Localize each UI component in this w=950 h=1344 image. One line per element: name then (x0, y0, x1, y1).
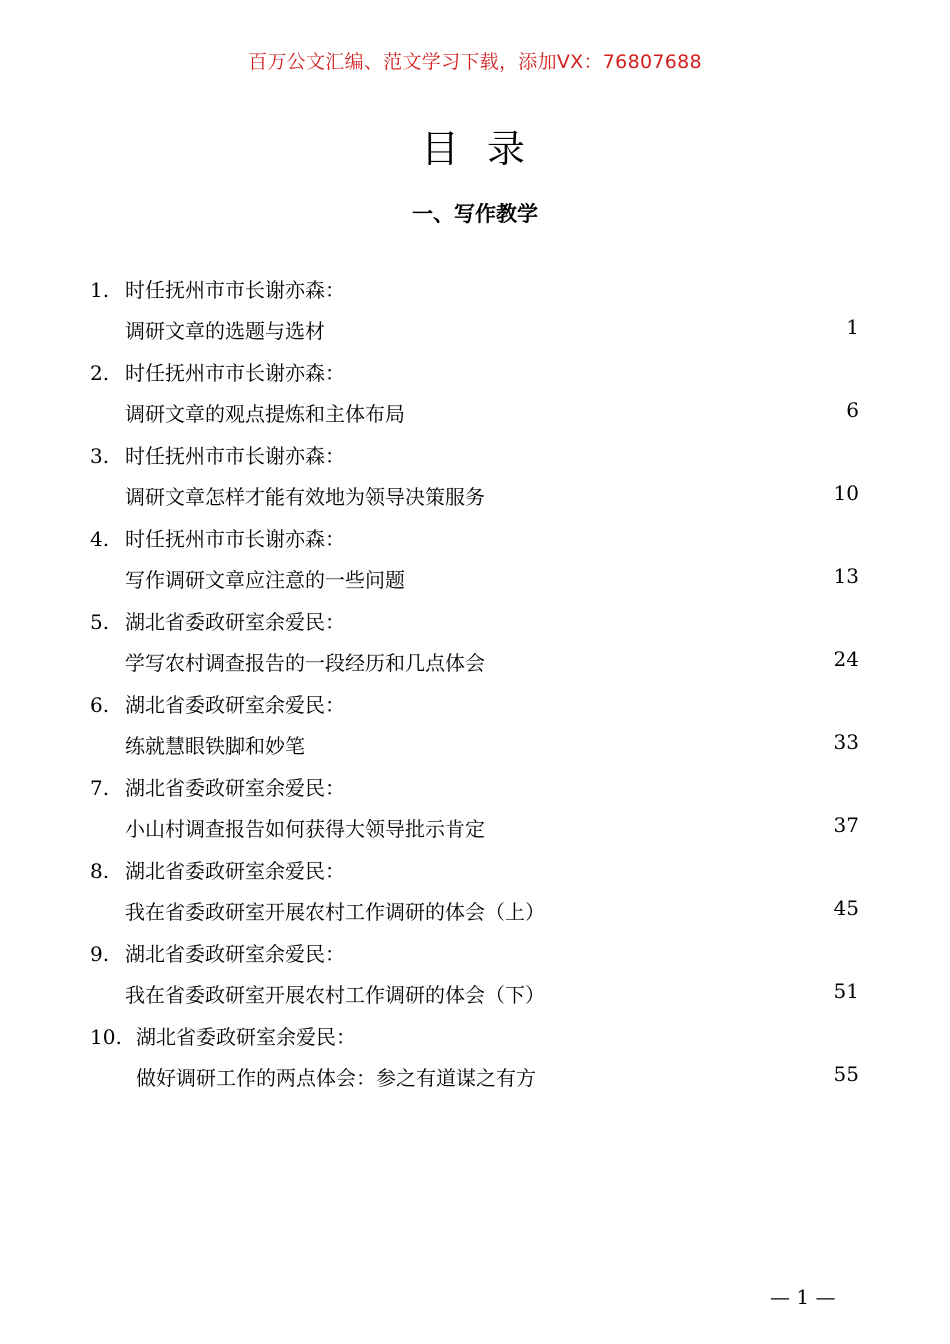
toc-number: 5. (90, 610, 110, 634)
toc-entry[interactable] (0, 517, 950, 600)
page-title: 目录 (420, 127, 553, 171)
toc-page: 24 (833, 647, 859, 671)
table-of-contents (0, 268, 950, 1098)
toc-page: 51 (833, 979, 859, 1003)
section-heading: 一、写作教学 (412, 202, 538, 226)
toc-entry[interactable] (0, 849, 950, 932)
toc-title: 我在省委政研室开展农村工作调研的体会（下） (125, 983, 545, 1007)
toc-page: 10 (833, 481, 859, 505)
toc-title: 调研文章怎样才能有效地为领导决策服务 (125, 485, 485, 509)
toc-author: 时任抚州市市长谢亦森： (125, 361, 345, 385)
toc-entry[interactable] (0, 434, 950, 517)
toc-author: 湖北省委政研室余爱民： (125, 859, 345, 883)
toc-number: 10. (90, 1025, 122, 1049)
toc-number: 7. (90, 776, 110, 800)
toc-number: 6. (90, 693, 110, 717)
toc-author: 时任抚州市市长谢亦森： (125, 278, 345, 302)
toc-title: 小山村调查报告如何获得大领导批示肯定 (125, 817, 485, 841)
toc-author: 湖北省委政研室余爱民： (125, 610, 345, 634)
toc-page: 6 (846, 398, 859, 422)
toc-author: 湖北省委政研室余爱民： (136, 1025, 356, 1049)
toc-number: 8. (90, 859, 110, 883)
toc-title: 做好调研工作的两点体会：参之有道谋之有方 (136, 1066, 536, 1090)
toc-entry[interactable] (0, 683, 950, 766)
page-number: — 1 — (770, 1285, 836, 1309)
toc-page: 37 (833, 813, 859, 837)
toc-entry[interactable] (0, 932, 950, 1015)
toc-entry[interactable] (0, 268, 950, 351)
toc-title: 学写农村调查报告的一段经历和几点体会 (125, 651, 485, 675)
toc-page: 1 (846, 315, 859, 339)
toc-author: 湖北省委政研室余爱民： (125, 942, 345, 966)
toc-author: 湖北省委政研室余爱民： (125, 776, 345, 800)
toc-page: 45 (833, 896, 859, 920)
toc-title: 练就慧眼铁脚和妙笔 (125, 734, 305, 758)
toc-number: 2. (90, 361, 110, 385)
toc-entry[interactable] (0, 600, 950, 683)
toc-title: 调研文章的选题与选材 (125, 319, 325, 343)
toc-author: 湖北省委政研室余爱民： (125, 693, 345, 717)
toc-entry[interactable] (0, 351, 950, 434)
toc-entry[interactable] (0, 766, 950, 849)
toc-page: 55 (833, 1062, 859, 1086)
toc-author: 时任抚州市市长谢亦森： (125, 527, 345, 551)
toc-number: 3. (90, 444, 110, 468)
toc-author: 时任抚州市市长谢亦森： (125, 444, 345, 468)
toc-title: 调研文章的观点提炼和主体布局 (125, 402, 405, 426)
toc-title: 我在省委政研室开展农村工作调研的体会（上） (125, 900, 545, 924)
download-banner: 百万公文汇编、范文学习下载，添加VX：76807688 (248, 51, 702, 73)
toc-page: 13 (833, 564, 859, 588)
toc-number: 4. (90, 527, 110, 551)
toc-title: 写作调研文章应注意的一些问题 (125, 568, 405, 592)
toc-number: 1. (90, 278, 110, 302)
toc-page: 33 (833, 730, 859, 754)
toc-entry[interactable] (0, 1015, 950, 1098)
toc-number: 9. (90, 942, 110, 966)
